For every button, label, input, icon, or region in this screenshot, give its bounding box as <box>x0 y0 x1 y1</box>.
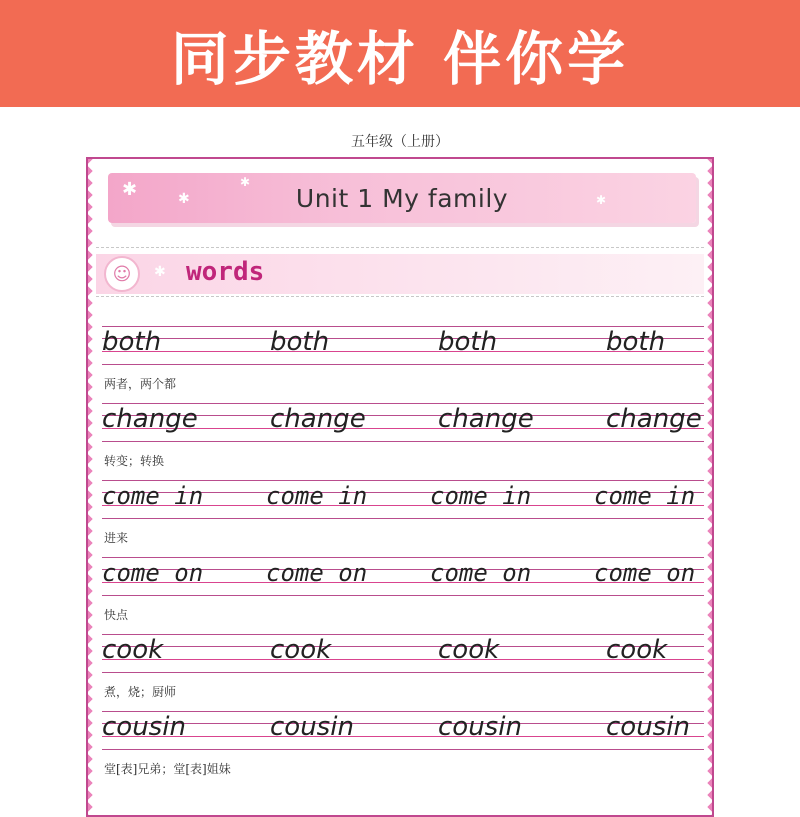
snowflake-icon: ✱ <box>122 179 138 200</box>
word-meaning: 两者，两个都 <box>104 377 177 391</box>
writing-guide-line <box>102 518 704 519</box>
writing-guide-line <box>102 441 704 442</box>
practice-row <box>102 634 704 674</box>
word-copy: come in <box>430 482 532 510</box>
word-meaning: 快点 <box>104 608 129 622</box>
word-meaning: 转变；转换 <box>104 454 165 468</box>
word-copy: come on <box>266 559 368 587</box>
word-copy: change <box>102 404 198 434</box>
word-meaning: 进来 <box>104 531 129 545</box>
word-copy: cook <box>438 635 500 665</box>
word-copy: cook <box>606 635 668 665</box>
writing-guide-line <box>102 364 704 365</box>
word-meaning: 堂[表]兄弟；堂[表]姐妹 <box>104 762 231 776</box>
banner-title: 同步教材 伴你学 <box>170 24 630 93</box>
word-copy: both <box>270 327 330 357</box>
writing-guide-line <box>102 595 704 596</box>
words-section-header <box>96 254 704 294</box>
word-copy: cousin <box>438 712 522 742</box>
word-copy: come on <box>430 559 532 587</box>
left-border-decoration <box>88 159 96 815</box>
word-list <box>102 326 704 788</box>
snowflake-icon: ✱ <box>154 264 166 280</box>
right-border-decoration <box>704 159 712 815</box>
top-banner <box>0 0 800 107</box>
word-copy: cousin <box>270 712 354 742</box>
snowflake-icon: ✱ <box>178 191 190 207</box>
word-meaning: 煮，烧；厨师 <box>104 685 177 699</box>
word-copy: cook <box>102 635 164 665</box>
section-label: words <box>186 257 265 287</box>
cartoon-girl-icon: ☺ <box>104 256 140 292</box>
grade-header: 五年级（上册） <box>351 134 449 150</box>
word-copy: come on <box>102 559 204 587</box>
word-copy: come in <box>594 482 696 510</box>
divider <box>96 247 704 248</box>
workbook-page <box>86 157 714 817</box>
word-copy: cousin <box>102 712 186 742</box>
word-copy: change <box>270 404 366 434</box>
word-copy: cook <box>270 635 332 665</box>
word-copy: come in <box>102 482 204 510</box>
word-copy: change <box>606 404 702 434</box>
snowflake-icon: ✱ <box>240 175 251 189</box>
snowflake-icon: ✱ <box>595 193 606 207</box>
practice-row <box>102 557 704 597</box>
writing-guide-line <box>102 672 704 673</box>
divider <box>96 296 704 297</box>
practice-row <box>102 326 704 366</box>
word-copy: both <box>102 327 162 357</box>
practice-row <box>102 403 704 443</box>
practice-row <box>102 480 704 520</box>
word-copy: both <box>438 327 498 357</box>
word-copy: come on <box>594 559 696 587</box>
word-copy: both <box>606 327 666 357</box>
word-copy: come in <box>266 482 368 510</box>
unit-title: Unit 1 My family <box>295 183 509 213</box>
word-copy: cousin <box>606 712 690 742</box>
unit-title-band <box>108 173 696 223</box>
word-copy: change <box>438 404 534 434</box>
writing-guide-line <box>102 749 704 750</box>
practice-row <box>102 711 704 751</box>
